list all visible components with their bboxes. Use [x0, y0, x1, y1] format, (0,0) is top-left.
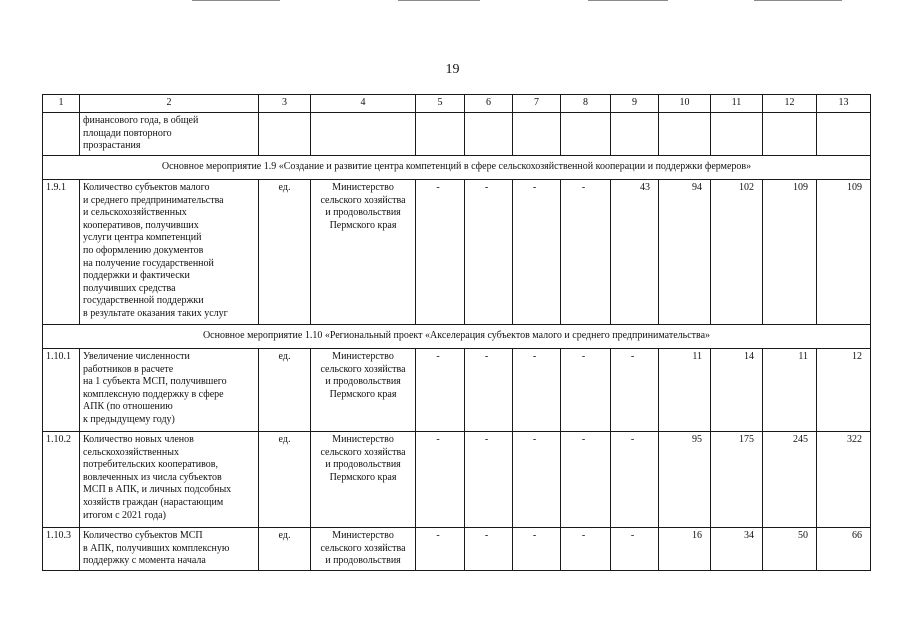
value-col-12: 245: [763, 432, 817, 528]
value-col-8: -: [561, 180, 611, 325]
value-col-6: -: [465, 349, 513, 432]
cell-org: [311, 113, 416, 156]
value-col-8: -: [561, 349, 611, 432]
cell-num: [43, 113, 80, 156]
cell-value: [659, 113, 711, 156]
cell-unit: [259, 113, 311, 156]
section-title: Основное мероприятие 1.10 «Региональный проект «Акселерация субъектов малого и среднего предпринимательства»: [43, 325, 871, 349]
value-col-11: 102: [711, 180, 763, 325]
value-col-10: 95: [659, 432, 711, 528]
value-col-10: 16: [659, 528, 711, 571]
responsible-org: Министерство сельского хозяйства и продовольствия Пермского края: [311, 432, 416, 528]
cell-value: [817, 113, 871, 156]
responsible-org: Министерство сельского хозяйства и продовольствия: [311, 528, 416, 571]
value-col-8: -: [561, 528, 611, 571]
table-row-1-9-1: [43, 180, 871, 325]
top-rule-1: [192, 0, 280, 1]
table-row-1-10-3: [43, 528, 871, 571]
unit: ед.: [259, 349, 311, 432]
top-rule-2: [398, 0, 480, 1]
table-row-1-10-2: [43, 432, 871, 528]
value-col-6: -: [465, 432, 513, 528]
row-number: 1.10.3: [43, 528, 80, 571]
indicator-name: Количество субъектов МСП в АПК, получивших комплексную поддержку с момента начала: [80, 528, 259, 571]
col-header-3: 3: [259, 95, 311, 113]
responsible-org: Министерство сельского хозяйства и продовольствия Пермского края: [311, 349, 416, 432]
top-rule-3: [588, 0, 668, 1]
indicator-name: Количество новых членов сельскохозяйственных потребительских кооперативов, вовлеченных из числа субъектов МСП в АПК, и личных подсобных хозяйств граждан (нарастающим итогом с 2021 года): [80, 432, 259, 528]
col-header-6: 6: [465, 95, 513, 113]
cell-name: финансового года, в общей площади повторного прозрастания: [80, 113, 259, 156]
indicators-table: [42, 94, 871, 571]
value-col-11: 14: [711, 349, 763, 432]
page-number: 19: [445, 62, 460, 77]
value-col-7: -: [513, 349, 561, 432]
value-col-11: 34: [711, 528, 763, 571]
cell-value: [711, 113, 763, 156]
value-col-10: 11: [659, 349, 711, 432]
unit: ед.: [259, 180, 311, 325]
row-number: 1.10.2: [43, 432, 80, 528]
value-col-12: 11: [763, 349, 817, 432]
col-header-13: 13: [817, 95, 871, 113]
cell-value: [465, 113, 513, 156]
unit: ед.: [259, 528, 311, 571]
col-header-11: 11: [711, 95, 763, 113]
cell-value: [561, 113, 611, 156]
value-col-5: -: [416, 432, 465, 528]
section-row-1-10: [43, 325, 871, 349]
value-col-12: 50: [763, 528, 817, 571]
value-col-13: 109: [817, 180, 871, 325]
value-col-7: -: [513, 180, 561, 325]
value-col-12: 109: [763, 180, 817, 325]
continuation-row: [43, 113, 871, 156]
value-col-13: 66: [817, 528, 871, 571]
row-number: 1.9.1: [43, 180, 80, 325]
value-col-5: -: [416, 349, 465, 432]
section-row-1-9: [43, 156, 871, 180]
value-col-8: -: [561, 432, 611, 528]
value-col-9: -: [611, 432, 659, 528]
unit: ед.: [259, 432, 311, 528]
col-header-5: 5: [416, 95, 465, 113]
responsible-org: Министерство сельского хозяйства и продовольствия Пермского края: [311, 180, 416, 325]
value-col-13: 322: [817, 432, 871, 528]
cell-value: [416, 113, 465, 156]
value-col-9: -: [611, 349, 659, 432]
table-row-1-10-1: [43, 349, 871, 432]
col-header-4: 4: [311, 95, 416, 113]
cell-value: [513, 113, 561, 156]
value-col-10: 94: [659, 180, 711, 325]
indicator-name: Количество субъектов малого и среднего предпринимательства и сельскохозяйственных кооперативов, получивших услуги центра компетенций по оформлению документов на получение государственной поддержки и фактически получивших средства государственной поддержки в результате оказания таких услуг: [80, 180, 259, 325]
value-col-6: -: [465, 528, 513, 571]
value-col-7: -: [513, 432, 561, 528]
column-number-row: [43, 95, 871, 113]
col-header-7: 7: [513, 95, 561, 113]
value-col-13: 12: [817, 349, 871, 432]
row-number: 1.10.1: [43, 349, 80, 432]
col-header-8: 8: [561, 95, 611, 113]
col-header-12: 12: [763, 95, 817, 113]
value-col-5: -: [416, 180, 465, 325]
col-header-9: 9: [611, 95, 659, 113]
value-col-9: 43: [611, 180, 659, 325]
value-col-5: -: [416, 528, 465, 571]
indicator-name: Увеличение численности работников в расчете на 1 субъекта МСП, получившего комплексную поддержку в сфере АПК (по отношению к предыдущему году): [80, 349, 259, 432]
value-col-9: -: [611, 528, 659, 571]
value-col-11: 175: [711, 432, 763, 528]
value-col-7: -: [513, 528, 561, 571]
col-header-1: 1: [43, 95, 80, 113]
cell-value: [763, 113, 817, 156]
top-rule-4: [754, 0, 842, 1]
col-header-2: 2: [80, 95, 259, 113]
value-col-6: -: [465, 180, 513, 325]
col-header-10: 10: [659, 95, 711, 113]
section-title: Основное мероприятие 1.9 «Создание и развитие центра компетенций в сфере сельскохозяйственной кооперации и поддержки фермеров»: [43, 156, 871, 180]
cell-value: [611, 113, 659, 156]
